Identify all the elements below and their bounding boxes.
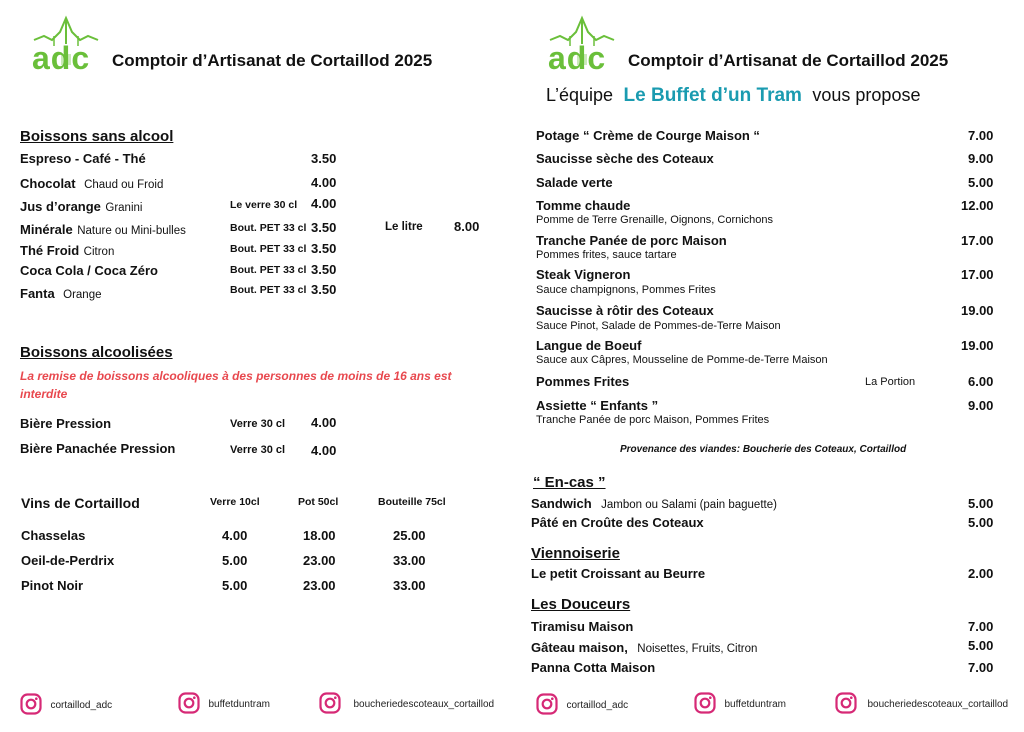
dish-name: Tomme chaude [536, 198, 631, 213]
section-title-alcohol: Boissons alcoolisées [20, 344, 173, 361]
dish-price: 19.00 [961, 303, 994, 318]
wine-price-bottle: 33.00 [393, 553, 426, 568]
menu-item-price: 4.00 [311, 443, 337, 458]
menu-item-size: Verre 30 cl [230, 444, 286, 456]
menu-item-size: Bout. PET 33 cl [230, 243, 307, 255]
instagram-icon [694, 692, 716, 714]
footer-social-left-1[interactable] [178, 692, 270, 714]
litre-price: 8.00 [454, 219, 480, 234]
instagram-icon [178, 692, 200, 714]
footer-social-right-0[interactable] [536, 693, 628, 715]
social-handle: boucheriedescoteaux_cortaillod [867, 699, 1009, 711]
buffet-name: Le Buffet d’un Tram [623, 85, 802, 106]
alcohol-warning: La remise de boissons alcooliques à des personnes de moins de 16 ans est interdite [20, 369, 452, 401]
wine-name: Chasselas [21, 528, 86, 543]
menu-item-price: 3.50 [311, 262, 337, 277]
team-tagline [546, 85, 920, 107]
logo-text: adc [548, 40, 607, 76]
menu-item-detail: Noisettes, Fruits, Citron [637, 643, 758, 655]
dish-description: Sauce aux Câpres, Mousseline de Pomme-de-Terre Maison [536, 354, 828, 366]
dish-name: Saucisse sèche des Coteaux [536, 151, 714, 166]
menu-item [20, 285, 101, 303]
menu-item-price: 5.00 [968, 496, 994, 511]
menu-item-size: Bout. PET 33 cl [230, 222, 307, 234]
wine-price-glass: 4.00 [222, 528, 248, 543]
menu-item-name: Panna Cotta Maison [531, 660, 656, 675]
tagline-prefix: L’équipe [546, 85, 614, 105]
wine-header-glass: Verre 10cl [210, 496, 260, 508]
social-handle: buffetduntram [724, 699, 786, 711]
menu-item-detail: Citron [83, 246, 115, 258]
adc-logo-right [546, 14, 618, 76]
social-handle: buffetduntram [208, 699, 270, 711]
menu-item-price: 7.00 [968, 619, 994, 634]
section-title-wines: Vins de Cortaillod [21, 495, 140, 511]
footer-social-left-2[interactable] [319, 692, 494, 714]
footer-social-right-2[interactable] [835, 692, 1008, 714]
dish-name: Assiette “ Enfants ” [536, 398, 659, 413]
dish-description: Sauce champignons, Pommes Frites [536, 284, 716, 296]
menu-item-price: 3.50 [311, 220, 337, 235]
menu-item-price: 5.00 [968, 638, 994, 653]
menu-item-price: 3.50 [311, 151, 337, 166]
menu-item-name: Sandwich [531, 496, 592, 511]
litre-label: Le litre [385, 221, 423, 233]
menu-item-price: 4.00 [311, 415, 337, 430]
logo-text: adc [32, 40, 91, 76]
menu-item-name: Fanta [20, 286, 55, 301]
menu-item-name: Thé Froid [20, 243, 80, 258]
section-title-encas: “ En-cas ” [533, 474, 606, 491]
dish-note: La Portion [865, 376, 916, 388]
dish-description: Sauce Pinot, Salade de Pommes-de-Terre Maison [536, 320, 781, 332]
dish-name: Pommes Frites [536, 374, 630, 389]
menu-item-price: 3.50 [311, 282, 337, 297]
dish-name: Steak Vigneron [536, 267, 631, 282]
wine-header-bottle: Bouteille 75cl [378, 496, 446, 508]
instagram-icon [319, 692, 341, 714]
wine-price-pot: 23.00 [303, 553, 336, 568]
menu-item-name: Coca Cola / Coca Zéro [20, 263, 158, 278]
event-title-right: Comptoir d’Artisanat de Cortaillod 2025 [628, 51, 949, 70]
wine-price-glass: 5.00 [222, 553, 248, 568]
menu-item-price: 3.50 [311, 241, 337, 256]
section-title-viennoiserie: Viennoiserie [531, 545, 620, 562]
section-title-soft-drinks: Boissons sans alcool [20, 128, 174, 145]
wine-price-bottle: 33.00 [393, 578, 426, 593]
wine-name: Pinot Noir [21, 578, 84, 593]
menu-item-price: 7.00 [968, 660, 994, 675]
wine-price-pot: 23.00 [303, 578, 336, 593]
menu-item [531, 639, 757, 657]
footer-social-left-0[interactable] [20, 693, 112, 715]
footer-social-right-1[interactable] [694, 692, 786, 714]
dish-price: 9.00 [968, 398, 994, 413]
menu-item-name: Minérale [20, 222, 73, 237]
menu-item-name: Bière Panachée Pression [20, 441, 176, 456]
menu-item-price: 4.00 [311, 175, 337, 190]
dish-name: Salade verte [536, 175, 613, 190]
wine-price-glass: 5.00 [222, 578, 248, 593]
menu-item [20, 242, 114, 260]
instagram-icon [835, 692, 857, 714]
menu-item [20, 175, 163, 193]
event-title-left: Comptoir d’Artisanat de Cortaillod 2025 [112, 51, 433, 70]
menu-item-detail: Orange [63, 289, 102, 301]
menu-item [20, 198, 142, 216]
social-handle: cortaillod_adc [566, 700, 629, 712]
menu-item-price: 5.00 [968, 515, 994, 530]
social-handle: cortaillod_adc [50, 700, 113, 712]
dish-price: 12.00 [961, 198, 994, 213]
dish-name: Saucisse à rôtir des Coteaux [536, 303, 714, 318]
dish-description: Pommes frites, sauce tartare [536, 249, 677, 261]
dish-name: Tranche Panée de porc Maison [536, 233, 727, 248]
menu-item [531, 495, 777, 513]
section-title-douceurs: Les Douceurs [531, 596, 631, 613]
menu-item-name: Chocolat [20, 176, 76, 191]
menu-item-name: Bière Pression [20, 416, 112, 431]
meat-provenance: Provenance des viandes: Boucherie des Coteaux, Cortaillod [620, 444, 907, 455]
dish-price: 6.00 [968, 374, 994, 389]
menu-item-name: Jus d’orange [20, 199, 101, 214]
dish-price: 19.00 [961, 338, 994, 353]
social-handle: boucheriedescoteaux_cortaillod [353, 699, 495, 711]
menu-item-name: Tiramisu Maison [531, 619, 634, 634]
menu-item-detail: Granini [105, 202, 143, 214]
wine-header-pot: Pot 50cl [298, 496, 339, 508]
wine-name: Oeil-de-Perdrix [21, 553, 115, 568]
dish-price: 7.00 [968, 128, 994, 143]
adc-logo-left [30, 14, 102, 76]
dish-name: Potage “ Crème de Courge Maison “ [536, 128, 760, 143]
menu-item-detail: Nature ou Mini-bulles [77, 225, 186, 237]
menu-item [20, 221, 186, 239]
menu-item-detail: Jambon ou Salami (pain baguette) [601, 499, 777, 511]
menu-item-name: Espreso - Café - Thé [20, 151, 146, 166]
dish-description: Pomme de Terre Grenaille, Oignons, Cornichons [536, 214, 774, 226]
instagram-icon [536, 693, 558, 715]
dish-price: 17.00 [961, 267, 994, 282]
menu-item-name: Gâteau maison, [531, 640, 628, 655]
dish-price: 17.00 [961, 233, 994, 248]
instagram-icon [20, 693, 42, 715]
menu-item-name: Le petit Croissant au Beurre [531, 566, 706, 581]
wine-price-pot: 18.00 [303, 528, 336, 543]
menu-item-price: 2.00 [968, 566, 994, 581]
menu-item-size: Bout. PET 33 cl [230, 264, 307, 276]
menu-item-size: Verre 30 cl [230, 418, 286, 430]
dish-description: Tranche Panée de porc Maison, Pommes Frites [536, 414, 770, 426]
menu-item-detail: Chaud ou Froid [84, 179, 164, 191]
menu-item-size: Le verre 30 cl [230, 199, 298, 211]
wine-price-bottle: 25.00 [393, 528, 426, 543]
menu-item-size: Bout. PET 33 cl [230, 284, 307, 296]
dish-price: 5.00 [968, 175, 994, 190]
dish-name: Langue de Boeuf [536, 338, 642, 353]
tagline-suffix: vous propose [812, 85, 921, 105]
menu-item-price: 4.00 [311, 196, 337, 211]
menu-item-name: Pâté en Croûte des Coteaux [531, 515, 704, 530]
dish-price: 9.00 [968, 151, 994, 166]
